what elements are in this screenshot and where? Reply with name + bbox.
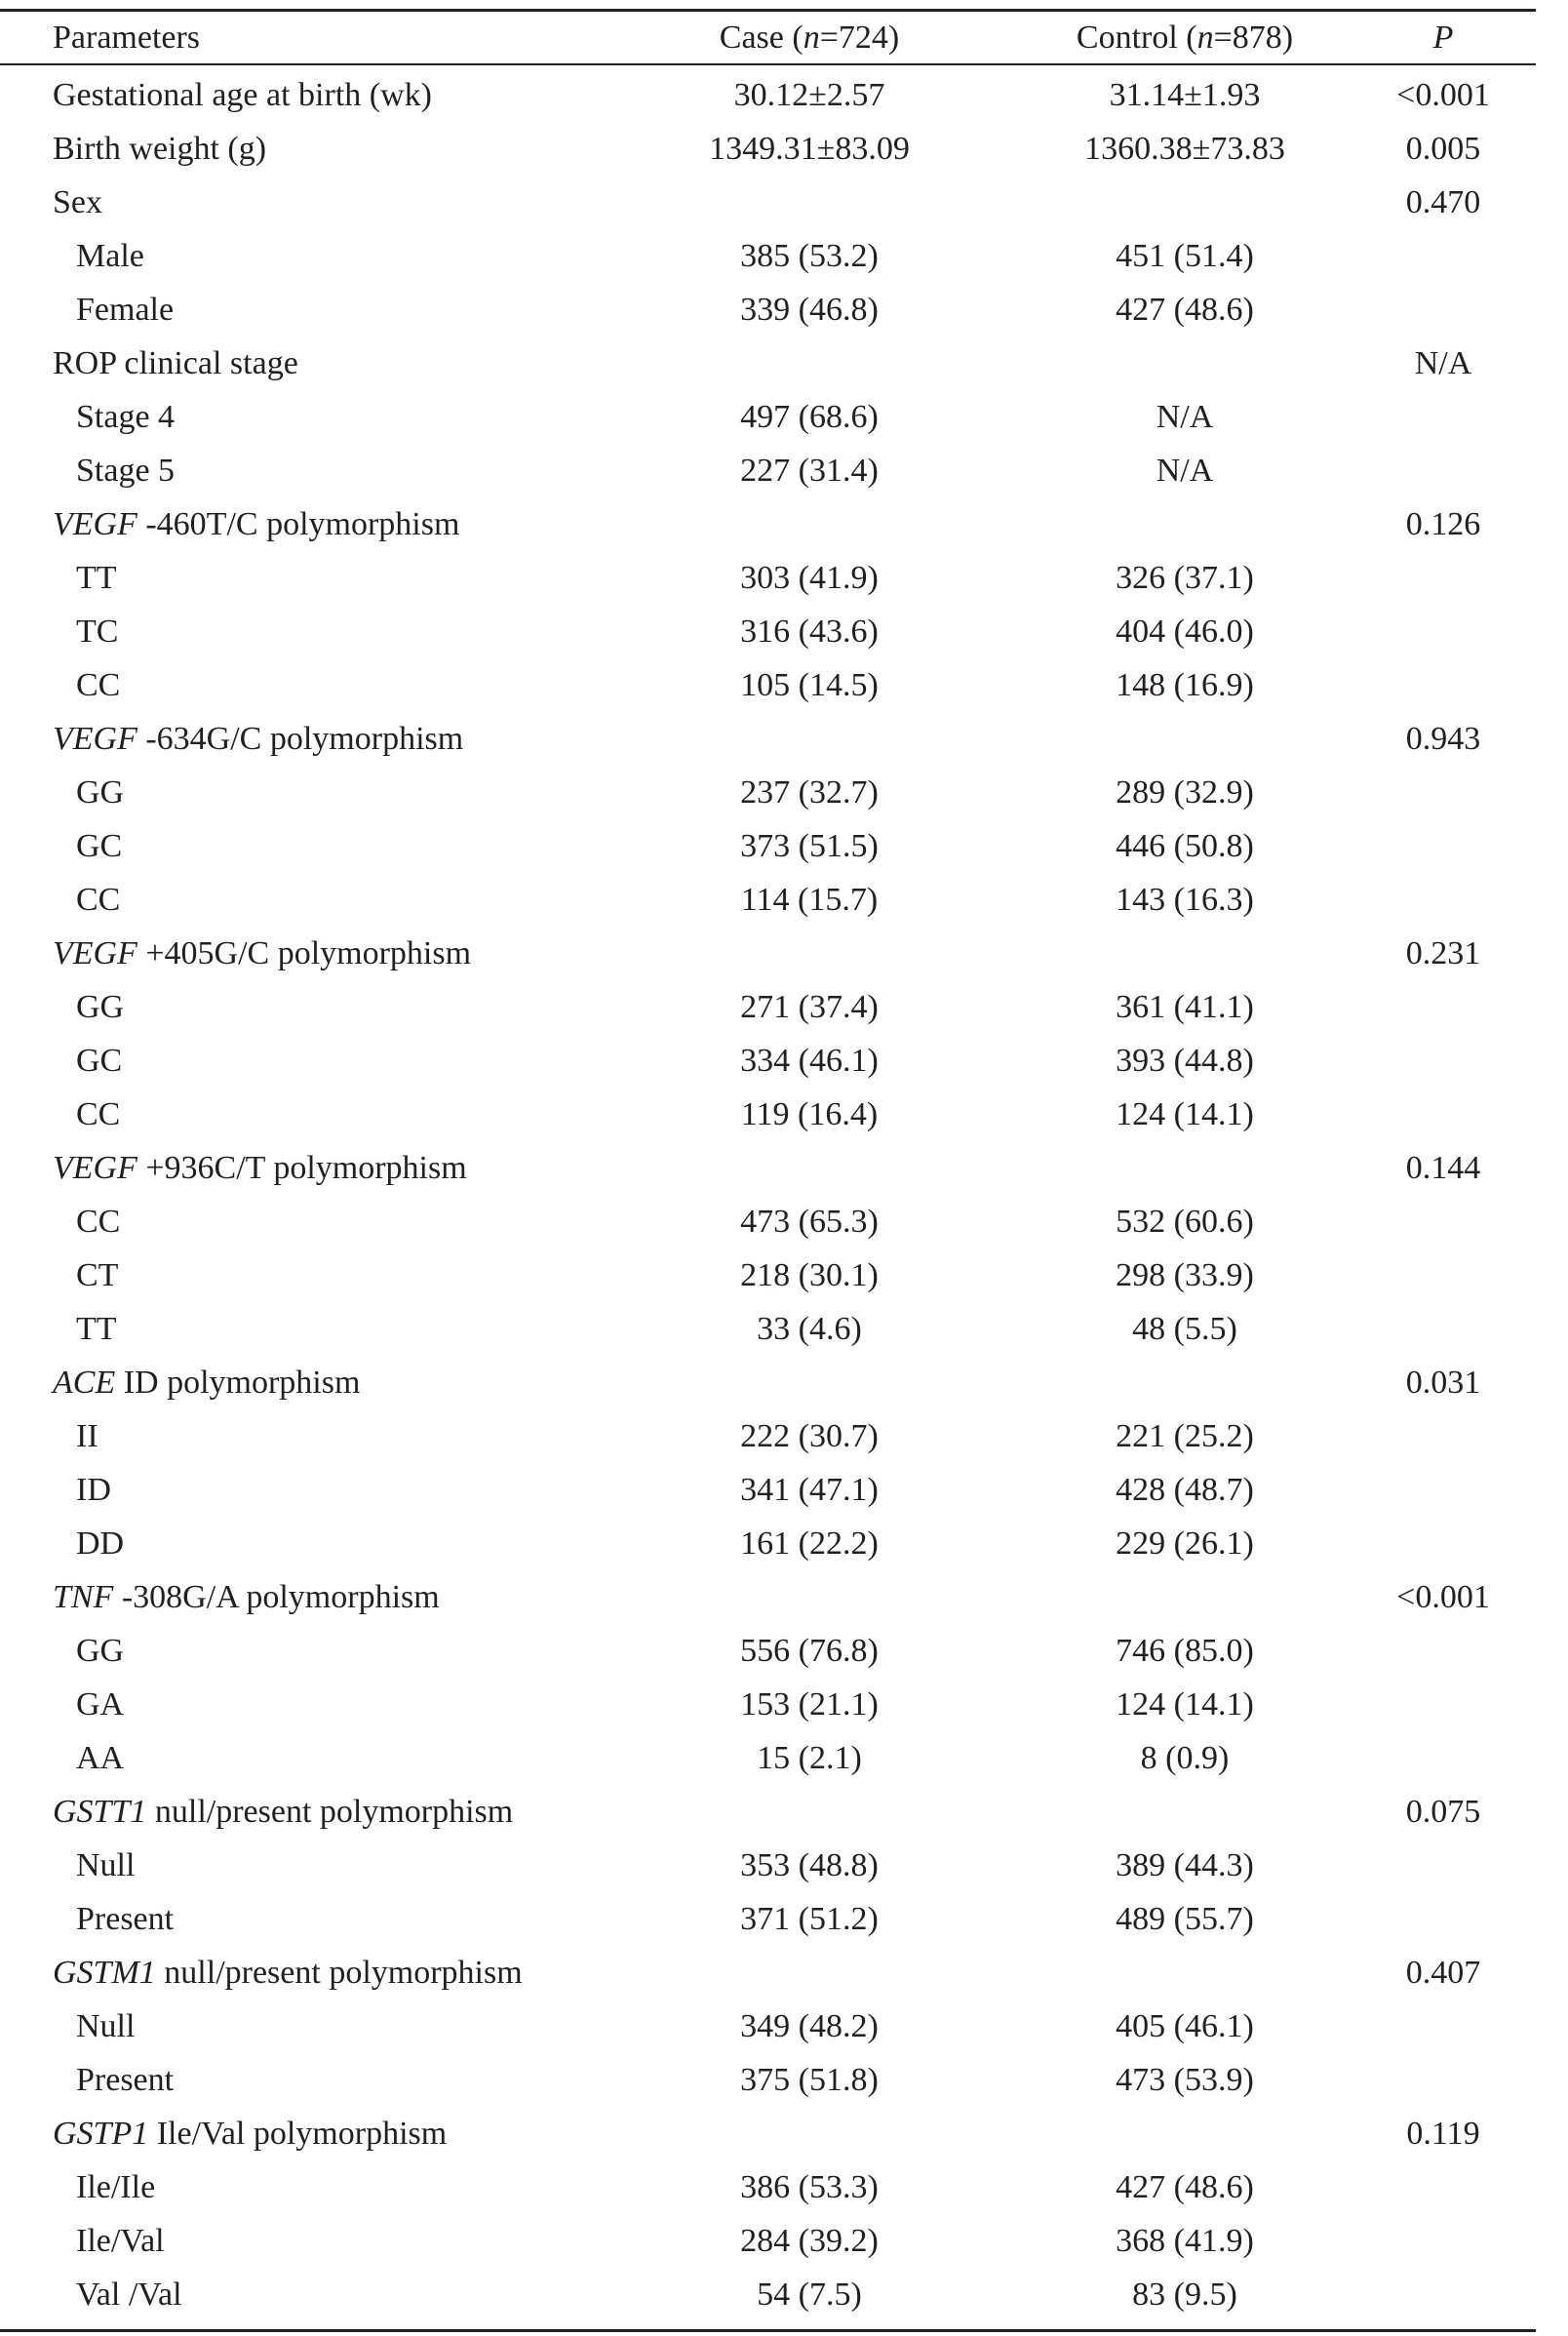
control-value: 489 (55.7) bbox=[1116, 1901, 1254, 1937]
gene-name: GSTM1 bbox=[53, 1955, 156, 1991]
row-parameter bbox=[0, 1195, 644, 1248]
row-parameter bbox=[0, 283, 644, 337]
table-bottom-rule bbox=[0, 2329, 1536, 2332]
table-subrow bbox=[0, 980, 1536, 1034]
table-header-row bbox=[0, 12, 1536, 63]
table-row bbox=[0, 712, 1536, 766]
table-subrow bbox=[0, 605, 1536, 658]
table-row bbox=[0, 1946, 1536, 1999]
parameter-label: II bbox=[76, 1418, 98, 1454]
case-value: 119 (16.4) bbox=[740, 1096, 879, 1132]
case-value: 316 (43.6) bbox=[740, 614, 879, 650]
row-parameter bbox=[0, 1088, 644, 1141]
case-value: 237 (32.7) bbox=[740, 774, 879, 811]
control-value: 405 (46.1) bbox=[1116, 2008, 1254, 2044]
parameter-label: CC bbox=[76, 1096, 121, 1132]
control-value: 83 (9.5) bbox=[1132, 2277, 1237, 2313]
table-row bbox=[0, 1570, 1536, 1624]
control-value: 361 (41.1) bbox=[1116, 989, 1254, 1025]
parameter-label: GC bbox=[76, 828, 123, 864]
control-value: 451 (51.4) bbox=[1116, 238, 1254, 274]
table-row bbox=[0, 176, 1536, 229]
row-parameter bbox=[0, 819, 644, 873]
row-parameter bbox=[0, 551, 644, 605]
row-parameter bbox=[0, 337, 644, 390]
table-subrow bbox=[0, 551, 1536, 605]
p-value: 0.075 bbox=[1405, 1794, 1481, 1830]
parameter-label: Val /Val bbox=[76, 2277, 182, 2313]
row-parameter bbox=[0, 1248, 644, 1302]
case-value: 353 (48.8) bbox=[740, 1847, 879, 1883]
row-parameter bbox=[0, 1302, 644, 1356]
gene-name: VEGF bbox=[53, 506, 137, 542]
case-value: 222 (30.7) bbox=[740, 1418, 879, 1454]
table-row bbox=[0, 337, 1536, 390]
case-value: 284 (39.2) bbox=[740, 2223, 879, 2259]
parameter-label: DD bbox=[76, 1525, 125, 1562]
table-subrow bbox=[0, 390, 1536, 444]
parameter-label: Ile/Val bbox=[76, 2223, 165, 2259]
parameter-label: Ile/Val polymorphism bbox=[148, 2116, 448, 2152]
parameter-label: CC bbox=[76, 1204, 121, 1240]
control-value: 289 (32.9) bbox=[1116, 774, 1254, 811]
parameter-label: GG bbox=[76, 774, 125, 811]
parameter-label: -634G/C polymorphism bbox=[137, 721, 464, 757]
header-case: Case (n=724) bbox=[719, 20, 900, 56]
parameter-label: GC bbox=[76, 1043, 123, 1079]
row-parameter bbox=[0, 1034, 644, 1088]
row-parameter bbox=[0, 1785, 644, 1839]
p-value: <0.001 bbox=[1396, 77, 1490, 113]
table-subrow bbox=[0, 2268, 1536, 2321]
parameter-label: Null bbox=[76, 2008, 136, 2044]
parameter-label: ROP clinical stage bbox=[53, 345, 298, 381]
row-parameter bbox=[0, 1731, 644, 1785]
table-subrow bbox=[0, 1517, 1536, 1570]
row-parameter bbox=[0, 1946, 644, 1999]
case-value: 371 (51.2) bbox=[740, 1901, 879, 1937]
parameter-label: Sex bbox=[53, 184, 102, 220]
table-subrow bbox=[0, 1302, 1536, 1356]
table-subrow bbox=[0, 1999, 1536, 2053]
control-value: 427 (48.6) bbox=[1116, 2169, 1254, 2205]
gene-name: GSTT1 bbox=[53, 1794, 147, 1830]
case-value: 153 (21.1) bbox=[740, 1686, 879, 1722]
p-value: 0.943 bbox=[1405, 721, 1481, 757]
row-parameter bbox=[0, 2107, 644, 2160]
case-value: 556 (76.8) bbox=[740, 1633, 879, 1669]
case-value: 218 (30.1) bbox=[740, 1257, 879, 1293]
table-row bbox=[0, 927, 1536, 980]
case-value: 30.12±2.57 bbox=[733, 77, 885, 113]
gene-name: VEGF bbox=[53, 1150, 137, 1186]
case-value: 339 (46.8) bbox=[740, 292, 879, 328]
case-value: 373 (51.5) bbox=[740, 828, 879, 864]
case-value: 375 (51.8) bbox=[740, 2062, 879, 2098]
control-value: 8 (0.9) bbox=[1140, 1740, 1230, 1776]
control-value: 446 (50.8) bbox=[1116, 828, 1254, 864]
case-value: 349 (48.2) bbox=[740, 2008, 879, 2044]
table-row bbox=[0, 122, 1536, 176]
table-subrow bbox=[0, 873, 1536, 927]
parameter-label: Stage 5 bbox=[76, 453, 176, 489]
case-value: 33 (4.6) bbox=[757, 1311, 862, 1347]
parameter-label: Ile/Ile bbox=[76, 2169, 156, 2205]
case-value: 385 (53.2) bbox=[740, 238, 879, 274]
row-parameter bbox=[0, 2053, 644, 2107]
p-value: 0.005 bbox=[1405, 131, 1481, 167]
parameter-label: TT bbox=[76, 560, 117, 596]
row-parameter bbox=[0, 2268, 644, 2321]
row-parameter bbox=[0, 927, 644, 980]
table-subrow bbox=[0, 1409, 1536, 1463]
control-value: 124 (14.1) bbox=[1116, 1096, 1254, 1132]
table-subrow bbox=[0, 1034, 1536, 1088]
header-p-value: P bbox=[1432, 20, 1454, 56]
p-value: 0.031 bbox=[1405, 1365, 1481, 1401]
table-row bbox=[0, 1141, 1536, 1195]
control-value: N/A bbox=[1156, 453, 1214, 489]
parameter-label: Present bbox=[76, 1901, 175, 1937]
case-value: 341 (47.1) bbox=[740, 1472, 879, 1508]
control-value: 48 (5.5) bbox=[1132, 1311, 1237, 1347]
parameter-label: -308G/A polymorphism bbox=[113, 1579, 440, 1615]
control-value: 124 (14.1) bbox=[1116, 1686, 1254, 1722]
case-value: 497 (68.6) bbox=[740, 399, 879, 435]
parameter-label: null/present polymorphism bbox=[146, 1794, 514, 1830]
control-value: 143 (16.3) bbox=[1116, 882, 1254, 918]
row-parameter bbox=[0, 1999, 644, 2053]
row-parameter bbox=[0, 766, 644, 819]
table-row bbox=[0, 1785, 1536, 1839]
parameter-label: Stage 4 bbox=[76, 399, 176, 435]
p-value: <0.001 bbox=[1396, 1579, 1490, 1615]
row-parameter bbox=[0, 1517, 644, 1570]
header-parameters: Parameters bbox=[53, 20, 201, 56]
table-subrow bbox=[0, 1195, 1536, 1248]
row-parameter bbox=[0, 68, 644, 122]
row-parameter bbox=[0, 2160, 644, 2214]
table-subrow bbox=[0, 766, 1536, 819]
table-subrow bbox=[0, 1624, 1536, 1678]
row-parameter bbox=[0, 1463, 644, 1517]
table-body bbox=[0, 68, 1536, 2321]
table-subrow bbox=[0, 2160, 1536, 2214]
case-value: 334 (46.1) bbox=[740, 1043, 879, 1079]
row-parameter bbox=[0, 873, 644, 927]
case-value: 1349.31±83.09 bbox=[709, 131, 910, 167]
gene-name: TNF bbox=[53, 1579, 114, 1615]
row-parameter bbox=[0, 444, 644, 497]
control-value: 298 (33.9) bbox=[1116, 1257, 1254, 1293]
control-value: 532 (60.6) bbox=[1116, 1204, 1254, 1240]
case-value: 114 (15.7) bbox=[740, 882, 879, 918]
row-parameter bbox=[0, 497, 644, 551]
row-parameter bbox=[0, 1678, 644, 1731]
parameter-label: GG bbox=[76, 1633, 125, 1669]
table-subrow bbox=[0, 1839, 1536, 1892]
case-value: 227 (31.4) bbox=[740, 453, 879, 489]
characteristics-table bbox=[0, 9, 1536, 2332]
table-subrow bbox=[0, 819, 1536, 873]
parameter-label: CC bbox=[76, 882, 121, 918]
parameter-label: Gestational age at birth (wk) bbox=[53, 77, 432, 113]
parameter-label: CT bbox=[76, 1257, 119, 1293]
case-value: 271 (37.4) bbox=[740, 989, 879, 1025]
row-parameter bbox=[0, 658, 644, 712]
row-parameter bbox=[0, 1570, 644, 1624]
control-value: N/A bbox=[1156, 399, 1214, 435]
table-subrow bbox=[0, 1088, 1536, 1141]
parameter-label: TT bbox=[76, 1311, 117, 1347]
table-header-rule bbox=[0, 63, 1536, 65]
control-value: 427 (48.6) bbox=[1116, 292, 1254, 328]
row-parameter bbox=[0, 1624, 644, 1678]
table-subrow bbox=[0, 444, 1536, 497]
control-value: 746 (85.0) bbox=[1116, 1633, 1254, 1669]
parameter-label: AA bbox=[76, 1740, 125, 1776]
case-value: 473 (65.3) bbox=[740, 1204, 879, 1240]
table-row bbox=[0, 2107, 1536, 2160]
p-value: N/A bbox=[1414, 345, 1472, 381]
table-row bbox=[0, 1356, 1536, 1409]
control-value: 368 (41.9) bbox=[1116, 2223, 1254, 2259]
row-parameter bbox=[0, 176, 644, 229]
parameter-label: Null bbox=[76, 1847, 136, 1883]
parameter-label: null/present polymorphism bbox=[155, 1955, 523, 1991]
gene-name: VEGF bbox=[53, 935, 137, 971]
case-value: 15 (2.1) bbox=[757, 1740, 862, 1776]
row-parameter bbox=[0, 980, 644, 1034]
row-parameter bbox=[0, 605, 644, 658]
row-parameter bbox=[0, 1839, 644, 1892]
control-value: 1360.38±73.83 bbox=[1084, 131, 1285, 167]
row-parameter bbox=[0, 390, 644, 444]
header-control: Control (n=878) bbox=[1076, 20, 1294, 56]
control-value: 473 (53.9) bbox=[1116, 2062, 1254, 2098]
table-subrow bbox=[0, 2214, 1536, 2268]
parameter-label: Birth weight (g) bbox=[53, 131, 267, 167]
parameter-label: GG bbox=[76, 989, 125, 1025]
table-subrow bbox=[0, 658, 1536, 712]
table-subrow bbox=[0, 229, 1536, 283]
row-parameter bbox=[0, 122, 644, 176]
table-subrow bbox=[0, 1731, 1536, 1785]
row-parameter bbox=[0, 2214, 644, 2268]
p-value: 0.144 bbox=[1405, 1150, 1481, 1186]
parameter-label: TC bbox=[76, 614, 119, 650]
p-value: 0.231 bbox=[1405, 935, 1481, 971]
table-subrow bbox=[0, 1463, 1536, 1517]
gene-name: GSTP1 bbox=[53, 2116, 149, 2152]
parameter-label: +405G/C polymorphism bbox=[137, 935, 472, 971]
table-subrow bbox=[0, 283, 1536, 337]
control-value: 389 (44.3) bbox=[1116, 1847, 1254, 1883]
control-value: 326 (37.1) bbox=[1116, 560, 1254, 596]
control-value: 393 (44.8) bbox=[1116, 1043, 1254, 1079]
parameter-label: ID polymorphism bbox=[115, 1365, 361, 1401]
case-value: 161 (22.2) bbox=[740, 1525, 879, 1562]
gene-name: ACE bbox=[53, 1365, 116, 1401]
table-subrow bbox=[0, 1248, 1536, 1302]
case-value: 54 (7.5) bbox=[757, 2277, 862, 2313]
table-subrow bbox=[0, 2053, 1536, 2107]
control-value: 404 (46.0) bbox=[1116, 614, 1254, 650]
row-parameter bbox=[0, 1892, 644, 1946]
case-value: 105 (14.5) bbox=[740, 667, 879, 703]
parameter-label: ID bbox=[76, 1472, 111, 1508]
control-value: 221 (25.2) bbox=[1116, 1418, 1254, 1454]
table-subrow bbox=[0, 1892, 1536, 1946]
row-parameter bbox=[0, 1356, 644, 1409]
gene-name: VEGF bbox=[53, 721, 137, 757]
table-row bbox=[0, 497, 1536, 551]
parameter-label: +936C/T polymorphism bbox=[137, 1150, 467, 1186]
table-row bbox=[0, 68, 1536, 122]
parameter-label: -460T/C polymorphism bbox=[137, 506, 460, 542]
parameter-label: GA bbox=[76, 1686, 125, 1722]
row-parameter bbox=[0, 229, 644, 283]
control-value: 229 (26.1) bbox=[1116, 1525, 1254, 1562]
row-parameter bbox=[0, 1141, 644, 1195]
row-parameter bbox=[0, 712, 644, 766]
control-value: 31.14±1.93 bbox=[1109, 77, 1261, 113]
parameter-label: Female bbox=[76, 292, 175, 328]
p-value: 0.126 bbox=[1405, 506, 1481, 542]
parameter-label: CC bbox=[76, 667, 121, 703]
control-value: 148 (16.9) bbox=[1116, 667, 1254, 703]
p-value: 0.470 bbox=[1405, 184, 1481, 220]
p-value: 0.119 bbox=[1406, 2116, 1480, 2152]
p-value: 0.407 bbox=[1405, 1955, 1481, 1991]
parameter-label: Male bbox=[76, 238, 144, 274]
case-value: 386 (53.3) bbox=[740, 2169, 879, 2205]
control-value: 428 (48.7) bbox=[1116, 1472, 1254, 1508]
row-parameter bbox=[0, 1409, 644, 1463]
table-subrow bbox=[0, 1678, 1536, 1731]
case-value: 303 (41.9) bbox=[740, 560, 879, 596]
parameter-label: Present bbox=[76, 2062, 175, 2098]
